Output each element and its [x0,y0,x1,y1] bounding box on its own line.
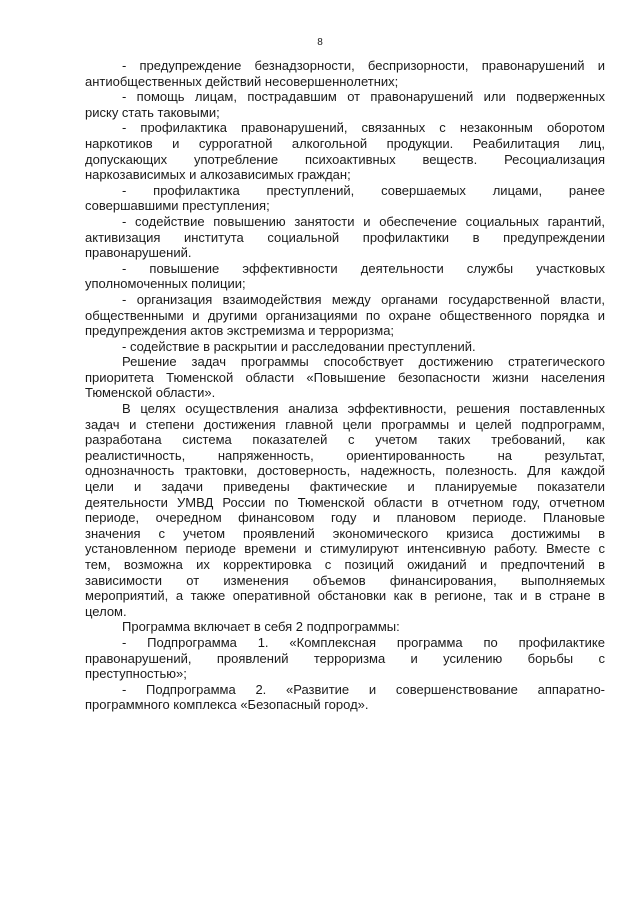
text-line: - Подпрограмма 1. «Комплексная программа по профилактике [122,634,605,650]
text-line: допускающих употребление психоактивных веществ. Ресоциализация [85,151,605,167]
text-line: совершавшими преступления; [85,198,270,214]
text-line: предупреждения актов экстремизма и терроризма; [85,323,395,339]
text-line: тем, возможна их корректировка с позиций ожиданий и предпочтений в [85,557,605,572]
text-line: деятельности УМВД России по Тюменской области в отчетном году, отчетном [85,494,605,510]
text-line: риску стать таковыми; [85,104,220,120]
page-number: 8 [317,37,323,48]
text-line: целом. [85,603,127,619]
text-line: Тюменской области». [85,385,216,401]
text-line: - Подпрограмма 2. «Развитие и совершенствование аппаратно- [122,681,605,697]
text-line: - организация взаимодействия между органами государственной власти, [122,291,605,307]
text-line: антиобщественных действий несовершеннолетних; [85,73,399,89]
text-line: - профилактика правонарушений, связанных с незаконным оборотом [122,120,605,136]
document-body [85,58,605,713]
text-line: Решение задач программы способствует достижению стратегического [122,354,605,370]
text-line: - содействие повышению занятости и обеспечение социальных гарантий, [122,213,605,229]
text-line: задач и степени достижения главной цели программы и целей подпрограмм, [85,416,605,432]
text-line: значения с учетом проявлений экономического кризиса достижимы в [85,525,605,541]
text-line: однозначность трактовки, достоверность, надежность, полезность. Для каждой [85,463,605,479]
text-line: разработана система показателей с учетом таких требований, как [85,432,605,448]
text-line: - профилактика преступлений, совершаемых лицами, ранее [122,182,605,198]
text-line: мероприятий, а также оперативной обстановки как в регионе, так и в стране в [85,588,605,604]
text-line: - помощь лицам, пострадавшим от правонарушений или подверженных [122,89,605,105]
text-line: наркозависимых и алкозависимых граждан; [85,167,351,183]
text-line: приоритета Тюменской области «Повышение безопасности жизни населения [85,369,605,385]
text-line: общественными и другими организациями по охране общественного порядка и [85,307,605,323]
text-line: В целях осуществления анализа эффективности, решения поставленных [122,401,605,417]
text-line: наркотиков и суррогатной алкогольной продукции. Реабилитация лиц, [85,135,605,151]
text-line: преступностью»; [85,666,187,682]
text-line: - повышение эффективности деятельности службы участковых [122,260,605,276]
text-line: - содействие в раскрытии и расследовании преступлений. [122,338,476,354]
text-line: правонарушений. [85,245,192,261]
text-line: программного комплекса «Безопасный город». [85,697,369,713]
text-line: Программа включает в себя 2 подпрограммы: [122,619,400,635]
text-line: периоде, очередном финансовом году и плановом периоде. Плановые [85,510,605,526]
text-line: установленном периоде времени и стимулируют интенсивную работу. Вместе с [85,541,605,557]
text-line: зависимости от изменения объемов финансирования, выполняемых [85,572,605,588]
text-line: цели и задачи приведены фактические и планируемые показатели [85,479,605,495]
text-line: активизация института социальной профилактики в предупреждении [85,229,605,245]
text-line: уполномоченных полиции; [85,276,246,292]
text-line: правонарушений, проявлений терроризма и усилению борьбы с [85,650,605,666]
text-line: реалистичность, напряженность, ориентированность на результат, [85,447,605,463]
text-line: - предупреждение безнадзорности, беспризорности, правонарушений и [122,58,605,73]
